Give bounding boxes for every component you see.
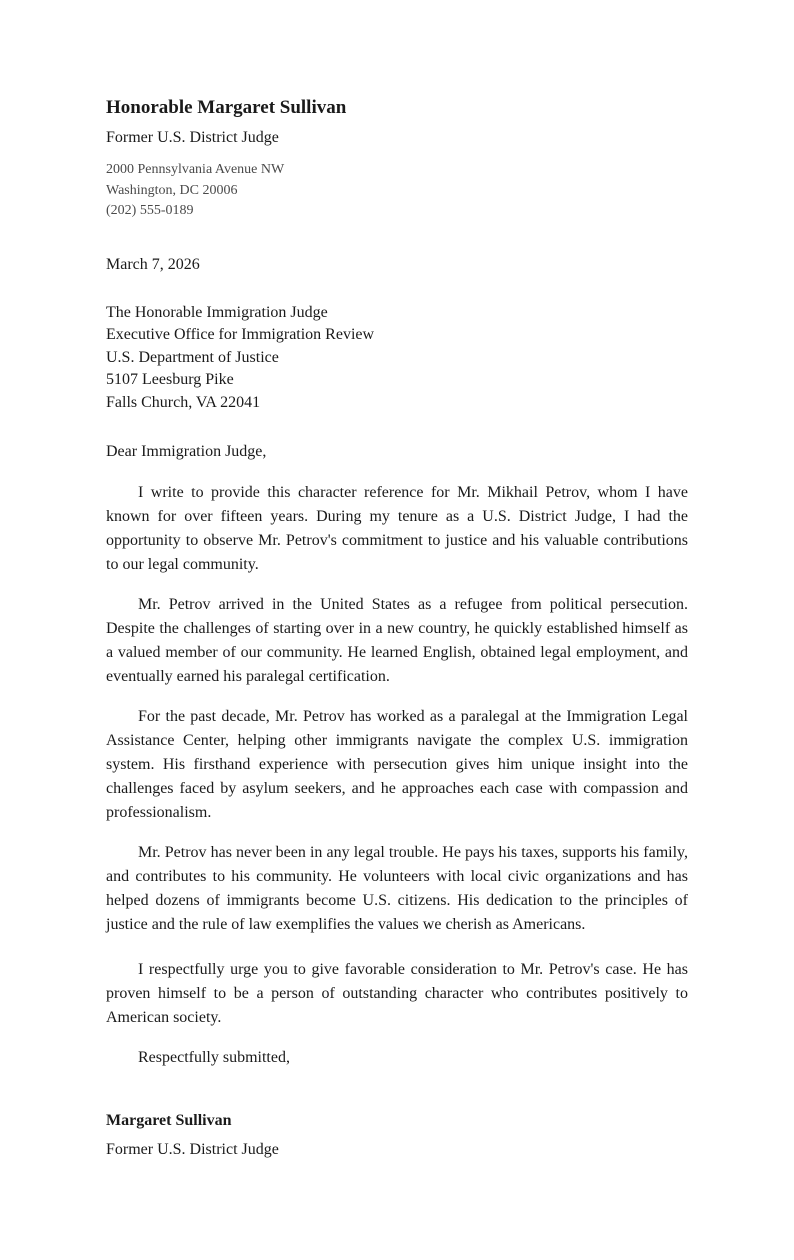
sender-name: Honorable Margaret Sullivan — [106, 97, 347, 118]
signature-name: Margaret Sullivan — [106, 1112, 232, 1129]
sender-contact-block — [106, 160, 688, 222]
body-paragraph-1: I write to provide this character reference for Mr. Mikhail Petrov, whom I have known for over fifteen years. During my tenure as a U.S. District Judge, I had the opportunity to observe Mr. Petrov's commitment to justice and his valuable contributions to our legal community. — [106, 484, 688, 573]
sender-title: Former U.S. District Judge — [106, 129, 279, 146]
recipient-address — [106, 302, 688, 415]
letter-date: March 7, 2026 — [106, 255, 200, 273]
body-paragraph-2: Mr. Petrov arrived in the United States as a refugee from political persecution. Despite the challenges of starting over in a new country, he quickly established himself as a valued member of our community. He learned English, obtained legal employment, and eventually earned his paralegal certification. — [106, 596, 688, 685]
sender-address-line2: Washington, DC 20006 — [106, 182, 238, 198]
sender-phone: (202) 555-0189 — [106, 203, 194, 218]
salutation: Dear Immigration Judge, — [106, 443, 267, 460]
recipient-line4: 5107 Leesburg Pike — [106, 371, 234, 388]
letterhead — [106, 96, 688, 222]
body-paragraph-4: Mr. Petrov has never been in any legal trouble. He pays his taxes, supports his family, and contributes to his community. He volunteers with local civic organizations and has helped dozens of immigrants become U.S. citizens. His dedication to the principles of justice and the rule of law exemplifies the values we cherish as Americans. — [106, 844, 688, 933]
recipient-line3: U.S. Department of Justice — [106, 348, 279, 366]
closing: Respectfully submitted, — [138, 1049, 290, 1066]
body-paragraph-5: I respectfully urge you to give favorable consideration to Mr. Petrov's case. He has proven himself to be a person of outstanding character who contributes positively to American society. — [106, 961, 688, 1026]
body-paragraph-3: For the past decade, Mr. Petrov has worked as a paralegal at the Immigration Legal Assistance Center, helping other immigrants navigate the complex U.S. immigration system. His firsthand experience with persecution gives him unique insight into the challenges faced by asylum seekers, and he approaches each case with compassion and professionalism. — [106, 708, 688, 821]
recipient-line1: The Honorable Immigration Judge — [106, 303, 328, 321]
recipient-line5: Falls Church, VA 22041 — [106, 393, 261, 411]
signature-title: Former U.S. District Judge — [106, 1141, 279, 1158]
sender-address-line1: 2000 Pennsylvania Avenue NW — [106, 162, 285, 177]
recipient-line2: Executive Office for Immigration Review — [106, 326, 375, 343]
